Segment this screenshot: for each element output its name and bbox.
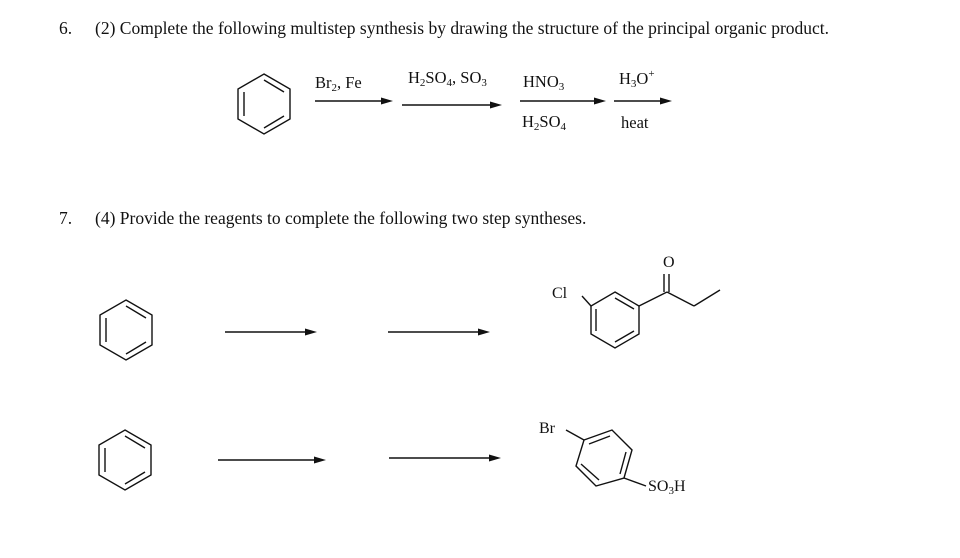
bromine-label: Br [539,420,555,437]
benzene-start-synthesis-2 [93,426,157,494]
product-bromobenzenesulfonic-acid [560,420,660,496]
sulfonic-acid-label: $SO_3H$ [648,478,686,497]
chlorine-label: Cl [552,285,568,302]
arrow-synthesis-2-step2 [389,453,501,463]
reagent-step4-top: $H_3O^+$ [619,68,655,90]
question-6-text: (2) Complete the following multistep synthesis by drawing the structure of the principal organic product. [95,18,830,38]
question-7-text: (4) Provide the reagents to complete the following two step syntheses. [95,208,587,228]
reagent-step4-bottom: heat [621,113,649,132]
product-chloro-propiophenone [560,270,730,356]
benzene-start-synthesis-1 [94,296,158,364]
reagent-step2: $H_2SO_4$, $SO_3$ [408,68,487,89]
arrow-synthesis-2-step1 [218,455,326,465]
arrow-step4 [614,96,672,106]
reagent-step1: $Br_2$, Fe [315,73,362,94]
reagent-step3-bottom: $H_2SO_4$ [522,112,567,133]
arrow-step2 [402,100,502,110]
arrow-synthesis-1-step1 [225,327,317,337]
reagent-step3-top: $HNO_3$ [523,72,565,93]
question-6-number: 6. [59,18,73,38]
arrow-step3 [520,96,606,106]
arrow-synthesis-1-step2 [388,327,490,337]
carbonyl-oxygen-label: O [663,254,675,271]
arrow-step1 [315,96,393,106]
question-7-number: 7. [59,208,73,228]
benzene-start-q6 [232,70,296,138]
